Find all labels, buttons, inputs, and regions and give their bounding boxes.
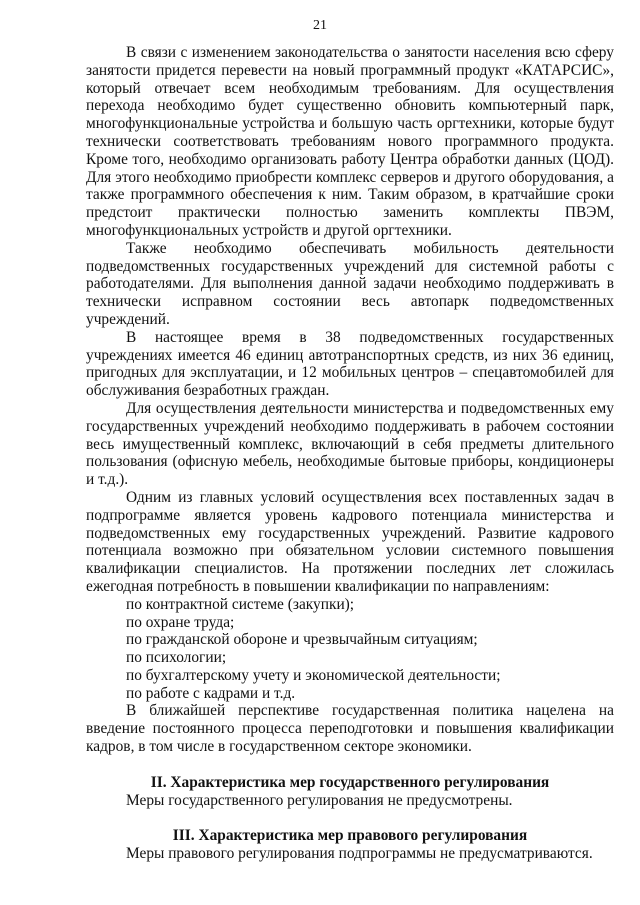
list-item: по работе с кадрами и т.д. xyxy=(126,684,296,702)
paragraph-katarsis-transition: В связи с изменением законодательства о занятости населения всю сферу занятости придется перевести на новый программный продукт «КАТАРСИС», который отвечает всем необходимым требованиям. Для осуществления перехода необходимо будет существенно обновить компьютерный парк, многофункциональные устройства и большую часть оргтехники, которые будут технически соответствовать требованиям нового программного продукта. Кроме того, необходимо организовать работу Центра обработки данных (ЦОД). Для этого необходимо приобрести комплекс серверов и другого оборудования, а также программного обеспечения к ним. Таким образом, в кратчайшие сроки предстоит практически полностью заменить комплекты ПВЭМ, многофункциональных устройств и другой оргтехники. xyxy=(86,44,614,239)
list-item: по психологии; xyxy=(126,649,227,667)
paragraph-staff-potential: Одним из главных условий осуществления всех поставленных задач в подпрограмме является уровень кадрового потенциала министерства и подведомственных ему государственных учреждений. Развитие кадрового потенциала возможно при обязательном условии системного повышения квалификации специалистов. На протяжении последних лет сложилась ежегодная потребность в повышении квалификации по направлениям: xyxy=(86,488,614,595)
section-text-state-regulation: Меры государственного регулирования не предусмотрены. xyxy=(126,791,513,809)
paragraph-mobility: Также необходимо обеспечивать мобильность деятельности подведомственных государственных учреждений для системной работы с работодателями. Для выполнения данной задачи необходимо поддерживать в технически исправном состоянии весь автопарк подведомственных учреждений. xyxy=(86,239,614,328)
list-item: по контрактной системе (закупки); xyxy=(126,595,355,613)
page-number: 21 xyxy=(313,18,327,33)
list-item: по бухгалтерскому учету и экономической деятельности; xyxy=(126,666,501,684)
section-heading-legal-regulation: III. Характеристика мер правового регулирования xyxy=(172,827,528,845)
section-heading-state-regulation: II. Характеристика мер государственного регулирования xyxy=(150,773,550,791)
section-spacer xyxy=(86,756,614,774)
paragraph-vehicles: В настоящее время в 38 подведомственных государственных учреждениях имеется 46 единиц автотранспортных средств, из них 36 единиц, пригодных для эксплуатации, и 12 мобильных центров – спецавтомобилей для обслуживания безработных граждан. xyxy=(86,328,614,400)
training-directions-list xyxy=(86,596,614,703)
section-text-legal-regulation: Меры правового регулирования подпрограммы не предусматриваются. xyxy=(126,845,593,863)
paragraph-state-policy: В ближайшей перспективе государственная политика нацелена на введение постоянного процесса переподготовки и повышения квалификации кадров, в том числе в государственном секторе экономики. xyxy=(86,702,614,756)
list-item: по гражданской обороне и чрезвычайным ситуациям; xyxy=(126,631,478,649)
section-spacer xyxy=(86,809,614,827)
document-body xyxy=(86,44,614,863)
paragraph-property-complex: Для осуществления деятельности министерства и подведомственных ему государственных учреждений необходимо поддерживать в рабочем состоянии весь имущественный комплекс, включающий в себя предметы длительного пользования (офисную мебель, необходимые бытовые приборы, кондиционеры и т.д.). xyxy=(86,399,614,489)
list-item: по охране труда; xyxy=(126,613,235,631)
